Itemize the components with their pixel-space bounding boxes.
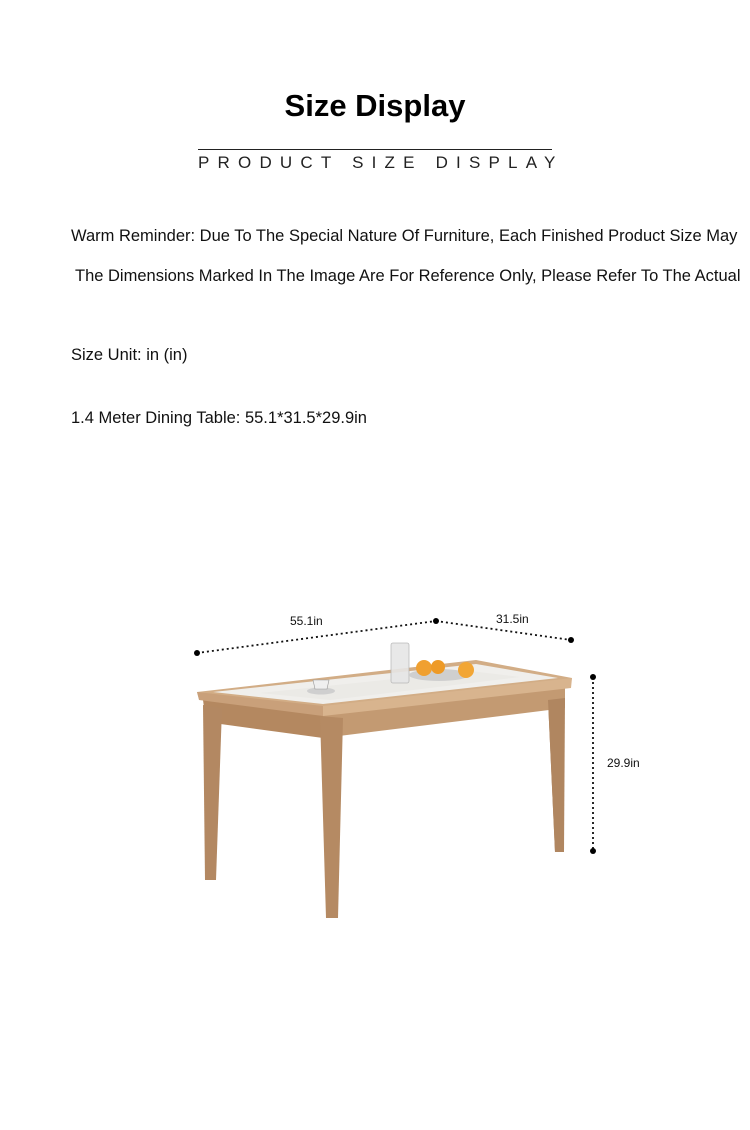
warm-reminder-line-1: Warm Reminder: Due To The Special Nature Of Furniture, Each Finished Product Size May <box>71 227 738 245</box>
product-spec-text: 1.4 Meter Dining Table: 55.1*31.5*29.9in <box>71 409 367 427</box>
width-label: 31.5in <box>496 612 529 626</box>
page-subtitle: PRODUCT SIZE DISPLAY <box>198 153 564 172</box>
page-title: Size Display <box>284 88 466 123</box>
length-label: 55.1in <box>290 614 323 628</box>
warm-reminder-line-2: The Dimensions Marked In The Image Are For Reference Only, Please Refer To The Actual <box>75 267 741 285</box>
size-unit-text: Size Unit: in (in) <box>71 346 188 364</box>
dining-table-image <box>197 643 572 918</box>
height-label: 29.9in <box>607 756 640 770</box>
